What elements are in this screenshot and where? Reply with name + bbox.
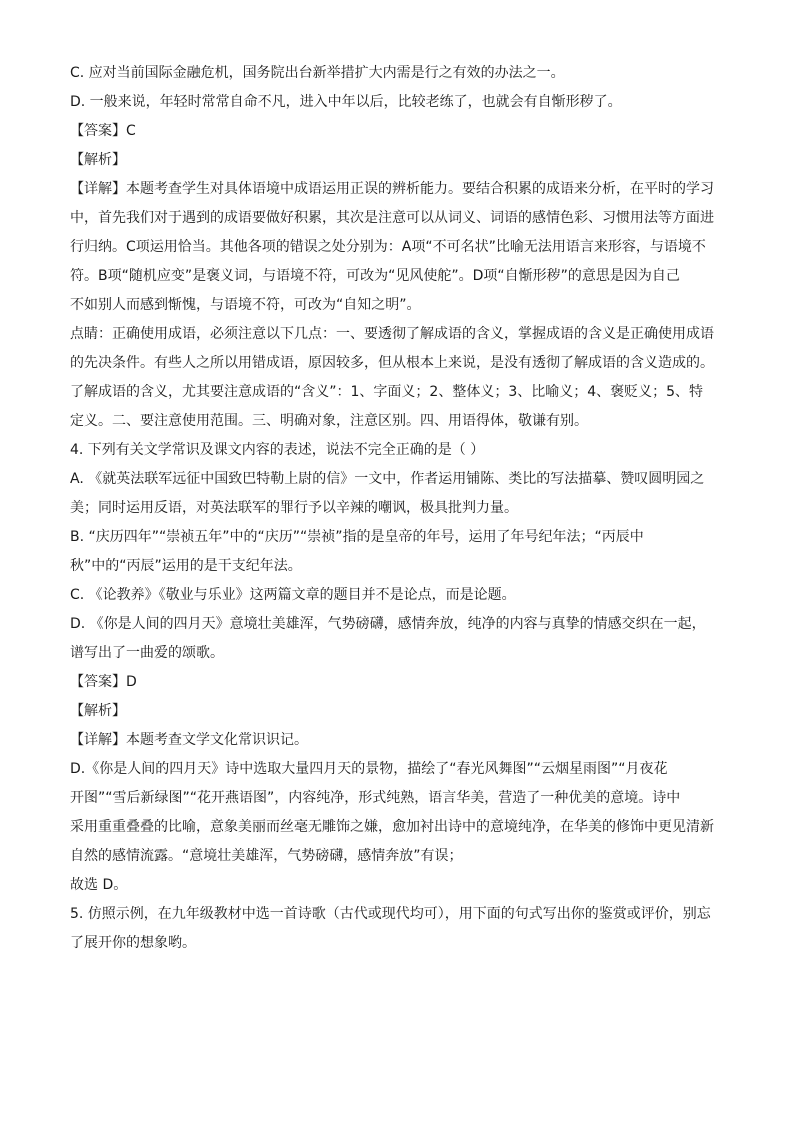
- text-line: 不如别人而感到惭愧，与语境不符，可改为“自知之明”。: [70, 297, 421, 313]
- q4-conclusion: [70, 874, 726, 896]
- q4-d-analysis: [70, 758, 726, 867]
- text-line: D. 一般来说，年轻时常常自命不凡，进入中年以后，比较老练了，也就会有自惭形秽了。: [70, 94, 622, 110]
- text-line: 了展开你的想象哟。: [70, 935, 196, 951]
- q4-option-c: [70, 584, 726, 606]
- text-line: 【答案】C: [70, 123, 136, 139]
- q4-answer: [70, 671, 726, 693]
- q4-option-a: [70, 468, 726, 519]
- text-line: 的先决条件。有些人之所以用错成语，原因较多，但从根本上来说，是没有透彻了解成语的含义造成的。: [70, 355, 714, 371]
- document-page: [70, 62, 726, 954]
- text-line: 美；同时运用反语，对英法联军的罪行予以辛辣的嘲讽，极具批判力量。: [70, 500, 518, 516]
- text-line: 【解析】: [70, 152, 126, 168]
- text-line: 中，首先我们对于遇到的成语要做好积累，其次是注意可以从词义、词语的感情色彩、习惯用法等方面进: [70, 210, 714, 226]
- text-line: 【答案】D: [70, 674, 137, 690]
- text-line: 自然的感情流露。“意境壮美雄浑，气势磅礴，感情奔放”有误；: [70, 848, 463, 864]
- text-line: D. 《你是人间的四月天》意境壮美雄浑，气势磅礴，感情奔放，纯净的内容与真挚的情感交织在一起，: [70, 616, 706, 632]
- text-line: 采用重重叠叠的比喻，意象美丽而丝毫无雕饰之嫌，愈加衬出诗中的意境纯净，在华美的修饰中更见清新: [70, 819, 714, 835]
- text-line: 【解析】: [70, 703, 126, 719]
- text-line: D.《你是人间的四月天》诗中选取大量四月天的景物，描绘了“春光风舞图”“云烟星雨图”“月夜花: [70, 761, 668, 777]
- q4-detail: [70, 729, 726, 751]
- q3-answer: [70, 120, 726, 142]
- text-line: 了解成语的含义，尤其要注意成语的“含义”：1、字面义；2、整体义；3、比喻义；4、褒贬义；5、特: [70, 384, 704, 400]
- text-line: 符。B项“随机应变”是褒义词，与语境不符，可改为“见风使舵”。D项“自惭形秽”的意思是因为自己: [70, 268, 680, 284]
- q3-detail: [70, 178, 726, 316]
- text-line: 谱写出了一曲爱的颂歌。: [70, 645, 224, 661]
- q3-option-d: [70, 91, 726, 113]
- text-line: 点睛：正确使用成语，必须注意以下几点：一、要透彻了解成语的含义，掌握成语的含义是正确使用成语: [70, 326, 714, 342]
- text-line: 5. 仿照示例，在九年级教材中选一首诗歌（古代或现代均可），用下面的句式写出你的鉴赏或评价，别忘: [70, 906, 711, 922]
- q4-stem: [70, 439, 726, 461]
- q3-option-c: [70, 62, 726, 84]
- q3-analysis-heading: [70, 149, 726, 171]
- text-line: A. 《就英法联军远征中国致巴特勒上尉的信》一文中，作者运用铺陈、类比的写法描摹、赞叹圆明园之: [70, 471, 705, 487]
- text-line: B. “庆历四年”“崇祯五年”中的“庆历”“崇祯”指的是皇帝的年号，运用了年号纪年法；“丙辰中: [70, 529, 644, 545]
- text-line: C. 《论教养》《敬业与乐业》这两篇文章的题目并不是论点，而是论题。: [70, 587, 516, 603]
- text-line: 4. 下列有关文学常识及课文内容的表述，说法不完全正确的是（ ）: [70, 442, 485, 458]
- q3-tips: [70, 323, 726, 432]
- q5-stem: [70, 903, 726, 954]
- text-line: 秋”中的“丙辰”运用的是干支纪年法。: [70, 558, 302, 574]
- text-line: 行归纳。C项运用恰当。其他各项的错误之处分别为：A项“不可名状”比喻无法用语言来形容，与语境不: [70, 239, 706, 255]
- text-line: 定义。二、要注意使用范围。三、明确对象，注意区别。四、用语得体，敬谦有别。: [70, 413, 588, 429]
- text-line: 【详解】本题考查文学文化常识识记。: [70, 732, 308, 748]
- q4-option-b: [70, 526, 726, 577]
- text-line: C. 应对当前国际金融危机，国务院出台新举措扩大内需是行之有效的办法之一。: [70, 65, 565, 81]
- q4-option-d: [70, 613, 726, 664]
- q4-analysis-heading: [70, 700, 726, 722]
- text-line: 故选 D。: [70, 877, 128, 893]
- text-line: 开图”“雪后新绿图”“花开燕语图”，内容纯净，形式纯熟，语言华美，营造了一种优美的意境。诗中: [70, 790, 681, 806]
- text-line: 【详解】本题考查学生对具体语境中成语运用正误的辨析能力。要结合积累的成语来分析，在平时的学习: [70, 181, 714, 197]
